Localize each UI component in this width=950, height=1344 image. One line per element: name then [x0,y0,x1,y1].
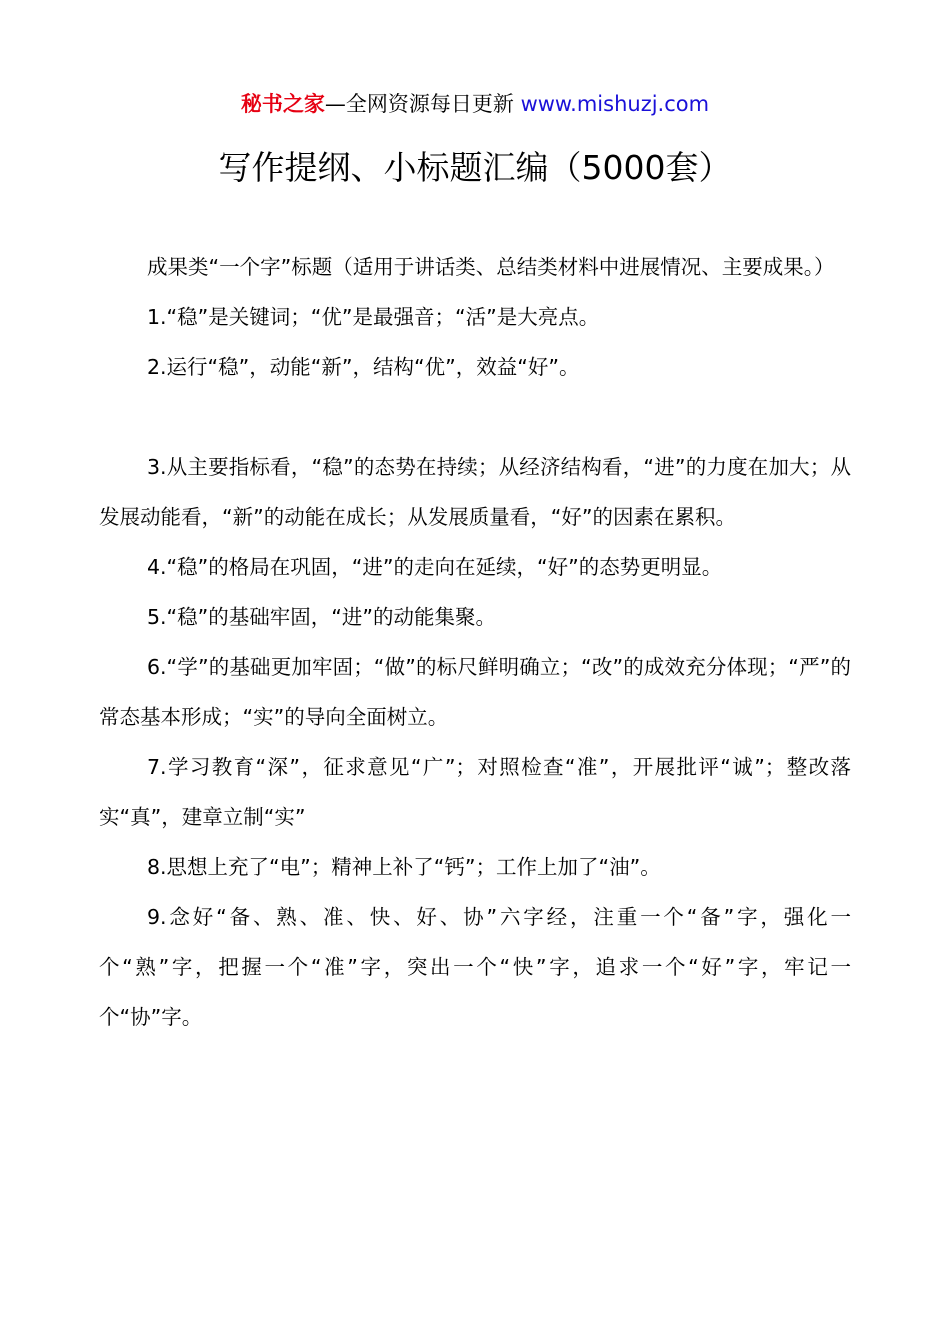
brand-name: 秘书之家 [240,92,325,116]
list-item: 6.“学”的基础更加牢固；“做”的标尺鲜明确立；“改”的成效充分体现；“严”的常态基本形成；“实”的导向全面树立。 [99,655,851,729]
page-header [0,88,950,120]
list-item: 8.思想上充了“电”；精神上补了“钙”；工作上加了“油”。 [147,855,661,879]
list-item: 2.运行“稳”，动能“新”，结构“优”，效益“好”。 [147,355,580,379]
list-item: 9.念好“备、熟、准、快、好、协”六字经，注重一个“备”字，强化一个“熟”字，把握一个“准”字，突出一个“快”字，追求一个“好”字，牢记一个“协”字。 [99,905,851,1029]
list-item: 7.学习教育“深”，征求意见“广”；对照检查“准”，开展批评“诚”；整改落实“真”，建章立制“实” [99,755,851,829]
intro-paragraph: 成果类“一个字”标题（适用于讲话类、总结类材料中进展情况、主要成果。） [147,255,835,279]
header-tagline: —全网资源每日更新 [324,92,514,116]
list-item: 4.“稳”的格局在巩固，“进”的走向在延续，“好”的态势更明显。 [147,555,723,579]
document-body [99,242,851,1042]
list-item: 1.“稳”是关键词；“优”是最强音；“活”是大亮点。 [147,305,600,329]
site-url-link[interactable]: www.mishuzj.com [520,92,710,116]
list-item: 3.从主要指标看，“稳”的态势在持续；从经济结构看，“进”的力度在加大；从发展动能看，“新”的动能在成长；从发展质量看，“好”的因素在累积。 [99,455,851,529]
page-title: 写作提纲、小标题汇编（5000套） [218,148,732,187]
list-item: 5.“稳”的基础牢固，“进”的动能集聚。 [147,605,497,629]
